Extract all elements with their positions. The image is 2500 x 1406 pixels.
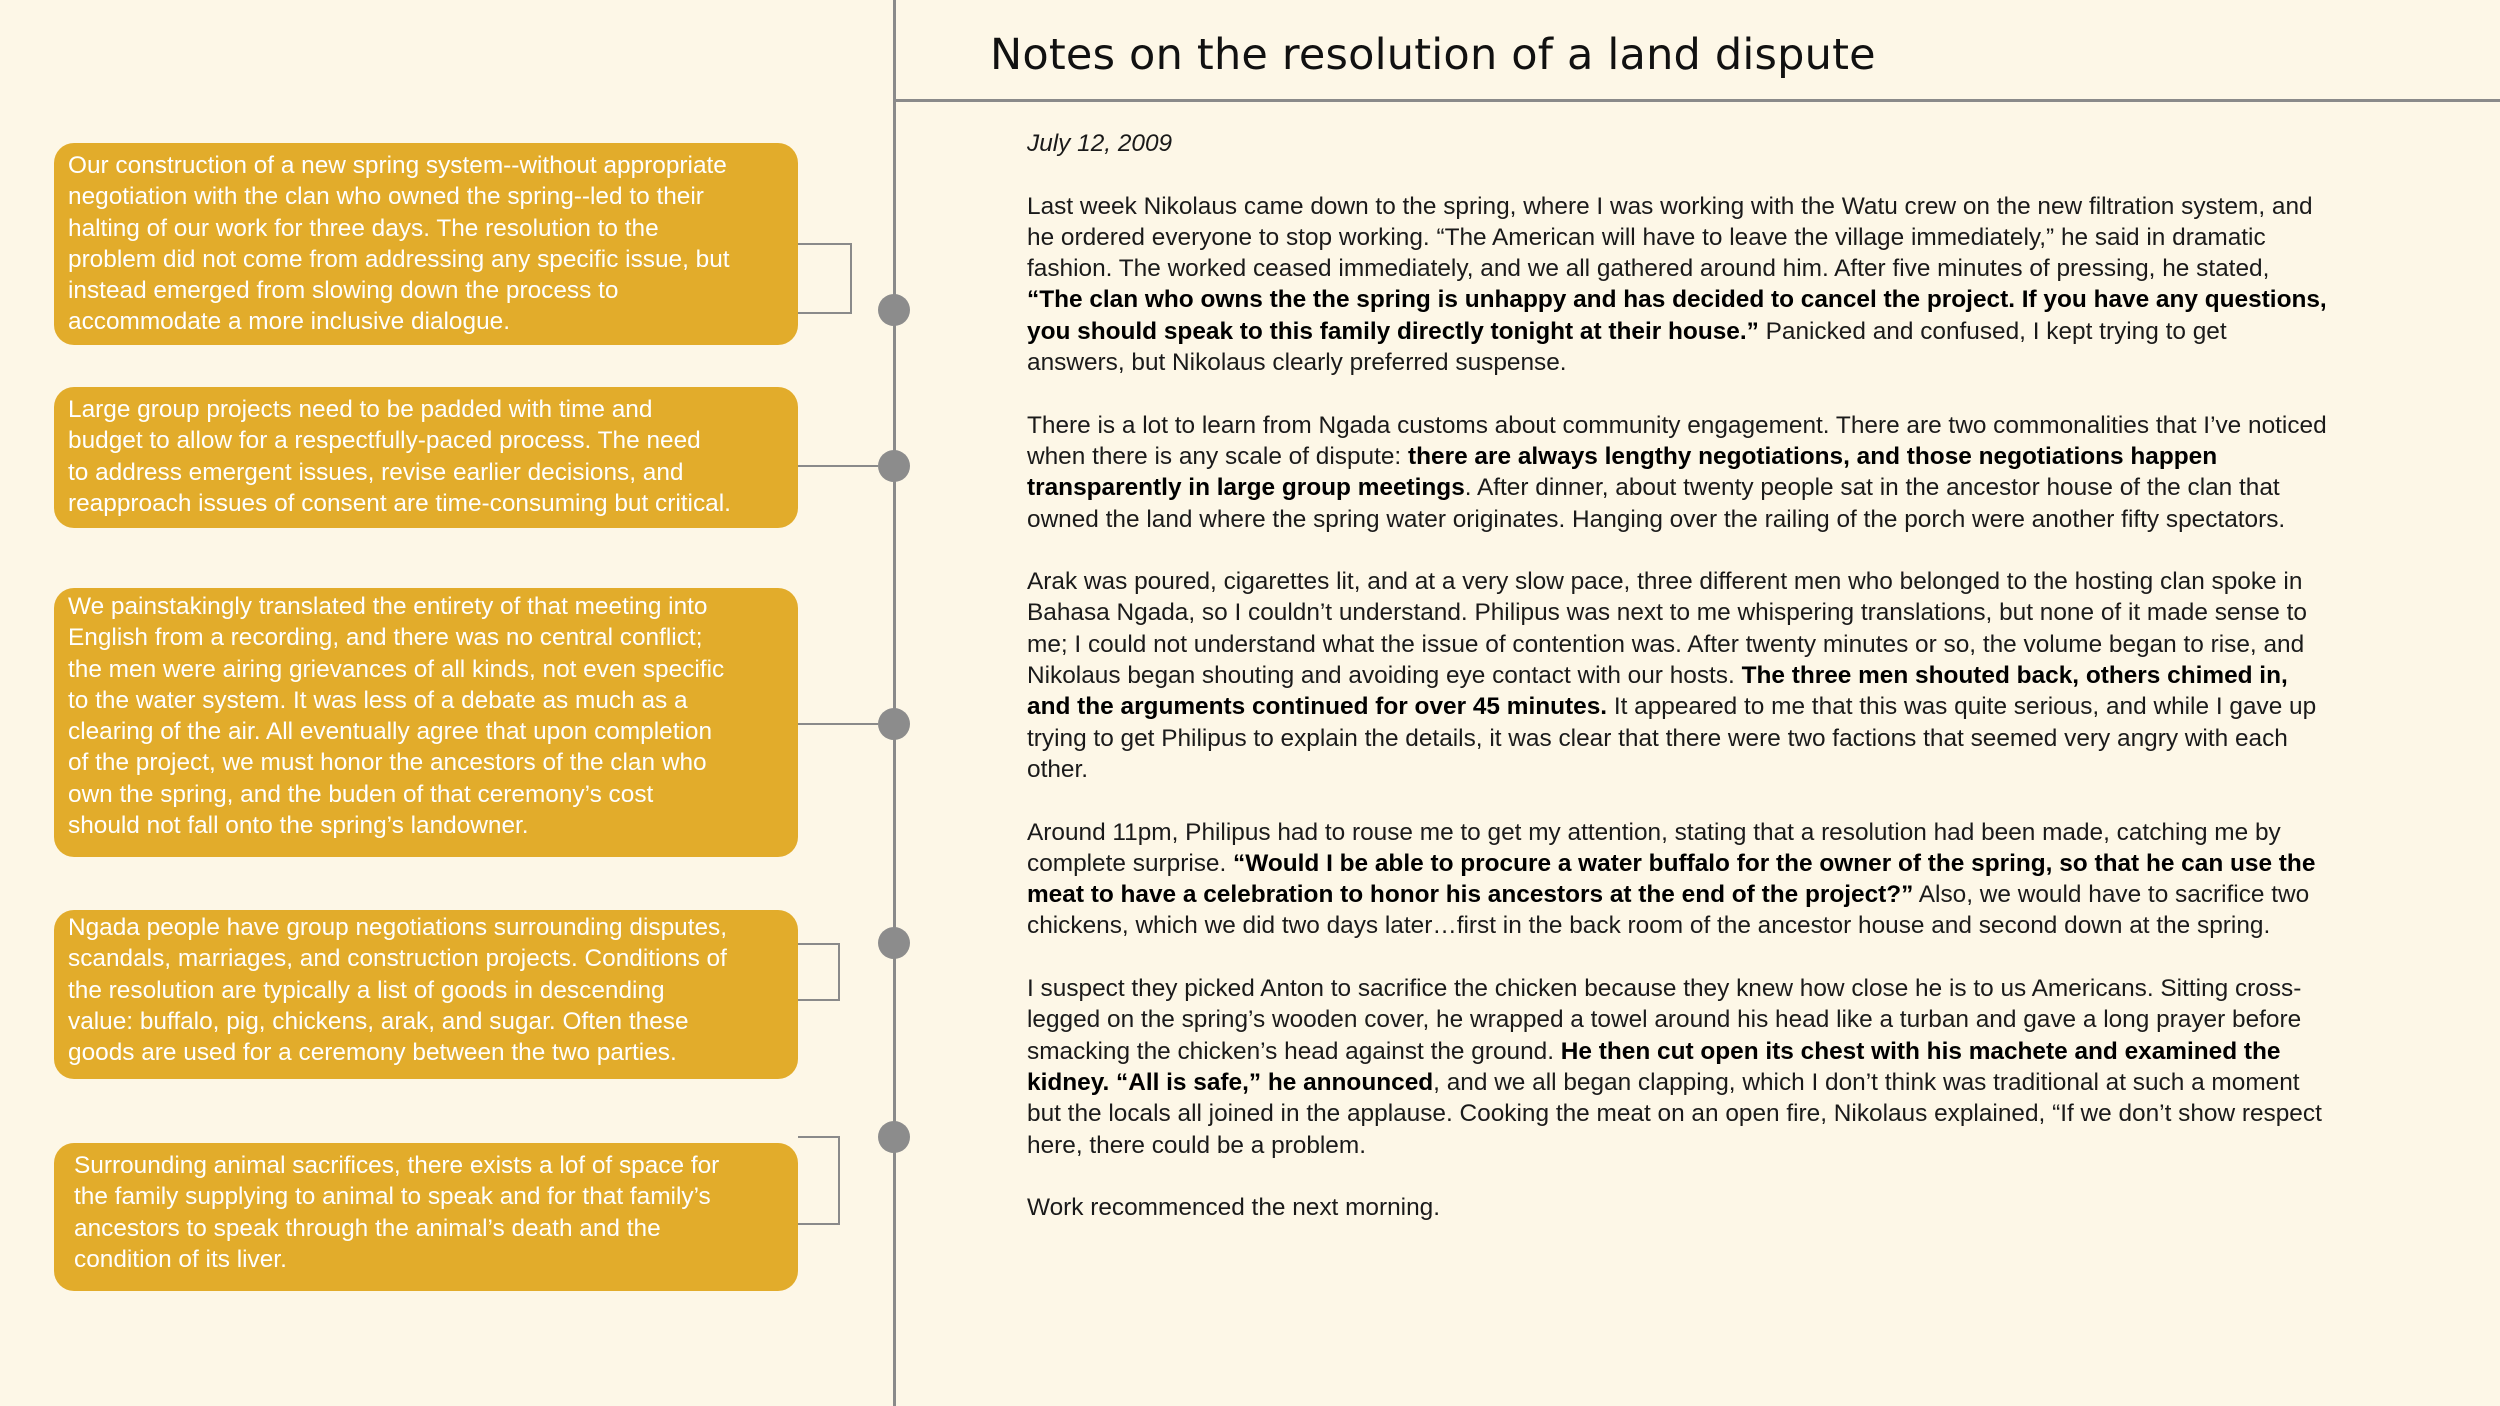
paragraph-5 [1027,973,2327,1161]
paragraph-6-run-1: Work recommenced the next morning. [1027,1194,1441,1222]
callout-3 [54,588,798,857]
paragraph-3 [1027,566,2327,785]
callout-5-line-4: condition of its liver. [74,1245,287,1273]
connector-4 [798,943,840,1001]
article-body [1027,128,2327,1255]
callout-4-line-5: goods are used for a ceremony between the two parties. [68,1039,677,1067]
callout-5 [54,1143,798,1291]
callout-1-line-3: halting of our work for three days. The resolution to the [68,214,659,242]
callout-5-line-3: ancestors to speak through the animal’s death and the [74,1214,661,1242]
paragraph-4-run-1: Around 11pm, Philipus had to rouse me to get my attention, stating that a resolution had been made, catching me by complete surprise. [1027,818,2281,877]
callout-1-line-4: problem did not come from addressing any specific issue, but [68,245,730,273]
paragraph-6 [1027,1192,2327,1223]
callout-5-line-2: the family supplying to animal to speak and for that family’s [74,1183,711,1211]
header-rule [895,99,2500,102]
timeline-dot-3 [878,708,910,740]
connector-2 [798,465,878,467]
callout-4-line-4: value: buffalo, pig, chickens, arak, and sugar. Often these [68,1007,689,1035]
paragraph-3-run-3: It appeared to me that this was quite serious, and while I gave up trying to get Philipus to explain the details, it was clear that there were two factions that seemed very angry with each other. [1027,693,2317,783]
callout-1-line-6: accommodate a more inclusive dialogue. [68,308,510,336]
callout-1-line-1: Our construction of a new spring system--without appropriate [68,152,727,179]
connector-5 [798,1136,840,1225]
paragraph-2-run-2: there are always lengthy negotiations, and those negotiations happen transparently in large group meetings [1027,442,2218,502]
callout-4 [54,910,798,1079]
paragraph-2-run-3: . After dinner, about twenty people sat in the ancestor house of the clan that owned the land where the spring water originates. Hanging over the railing of the porch were another fifty spectators. [1027,474,2286,533]
article-date: July 12, 2009 [1027,130,1173,157]
paragraph-1-run-3: Panicked and confused, I kept trying to get answers, but Nikolaus clearly preferred suspense. [1027,317,2227,377]
callout-1-line-2: negotiation with the clan who owned the spring--led to their [68,183,704,211]
page-title: Notes on the resolution of a land dispute [990,30,1876,80]
callout-3-line-7: own the spring, and the buden of that ceremony’s cost [68,780,654,808]
callout-2 [54,387,798,528]
paragraph-1 [1027,191,2327,379]
callout-3-line-1: We painstakingly translated the entirety of that meeting into [68,593,708,620]
callout-2-line-1: Large group projects need to be padded with time and [68,396,653,423]
paragraph-1-run-1: Last week Nikolaus came down to the spring, where I was working with the Watu crew on the new filtration system, and he ordered everyone to stop working. “The American will have to leave the village immediately,” he said in dramatic fashion. The worked ceased immediately, and we all gathered around him. After five minutes of pressing, he stated, [1027,192,2313,283]
paragraph-2-run-1: There is a lot to learn from Ngada customs about community engagement. There are two commonalities that I’ve noticed when there is any scale of dispute: [1027,411,2327,470]
callout-3-line-2: English from a recording, and there was no central conflict; [68,624,703,652]
paragraph-5-run-2: He then cut open its chest with his machete and examined the kidney. “All is safe,” he announced [1027,1037,2281,1096]
timeline-line [893,0,896,1406]
connector-1 [798,243,852,314]
callout-4-line-3: the resolution are typically a list of goods in descending [68,976,665,1004]
paragraph-5-run-1: I suspect they picked Anton to sacrifice the chicken because they knew how close he is to us Americans. Sitting cross-legged on the spring’s wooden cover, he wrapped a towel around his head like a turban and gave a long prayer before smacking the chicken’s head against the ground. [1027,975,2302,1065]
connector-3 [798,723,878,725]
paragraph-3-run-2: The three men shouted back, others chimed in, and the arguments continued for over 45 minutes. [1027,662,2288,721]
callout-1-line-5: instead emerged from slowing down the process to [68,277,619,305]
callout-2-line-4: reapproach issues of consent are time-consuming but critical. [68,489,731,517]
timeline-dot-5 [878,1121,910,1153]
paragraph-1-run-2: “The clan who owns the the spring is unhappy and has decided to cancel the project. If you have any questions, you should speak to this family directly tonight at their house.” [1027,286,2327,345]
callout-1 [54,143,798,345]
paragraph-4 [1027,817,2327,942]
paragraph-3-run-1: Arak was poured, cigarettes lit, and at a very slow pace, three different men who belonged to the hosting clan spoke in Bahasa Ngada, so I couldn’t understand. Philipus was next to me whispering translations, but none of it made sense to me; I could not understand what the issue of contention was. After twenty minutes or so, the volume began to rise, and Nikolaus began shouting and avoiding eye contact with our hosts. [1027,568,2307,690]
callout-5-line-1: Surrounding animal sacrifices, there exists a lof of space for [74,1152,720,1179]
callout-3-line-8: should not fall onto the spring’s landowner. [68,812,529,840]
paragraph-5-run-3: , and we all began clapping, which I don’t think was traditional at such a moment but the locals all joined in the applause. Cooking the meat on an open fire, Nikolaus explained, “If we don’t show respect here, there could be a problem. [1027,1068,2322,1159]
paragraph-4-run-2: “Would I be able to procure a water buffalo for the owner of the spring, so that he can use the meat to have a celebration to honor his ancestors at the end of the project?” [1027,849,2316,909]
callout-2-line-2: budget to allow for a respectfully-paced process. The need [68,427,701,455]
paragraph-2 [1027,410,2327,535]
callout-2-line-3: to address emergent issues, revise earlier decisions, and [68,458,684,486]
paragraph-4-run-3: Also, we would have to sacrifice two chickens, which we did two days later…first in the back room of the ancestor house and second down at the spring. [1027,881,2310,940]
timeline-dot-2 [878,450,910,482]
callout-3-line-4: to the water system. It was less of a debate as much as a [68,686,688,714]
callout-3-line-3: the men were airing grievances of all kinds, not even specific [68,655,725,683]
callout-4-line-2: scandals, marriages, and construction projects. Conditions of [68,945,727,973]
timeline-dot-1 [878,294,910,326]
callout-3-line-5: clearing of the air. All eventually agree that upon completion [68,718,713,746]
callout-4-line-1: Ngada people have group negotiations surrounding disputes, [68,914,728,941]
timeline-dot-4 [878,927,910,959]
callout-3-line-6: of the project, we must honor the ancestors of the clan who [68,749,707,777]
